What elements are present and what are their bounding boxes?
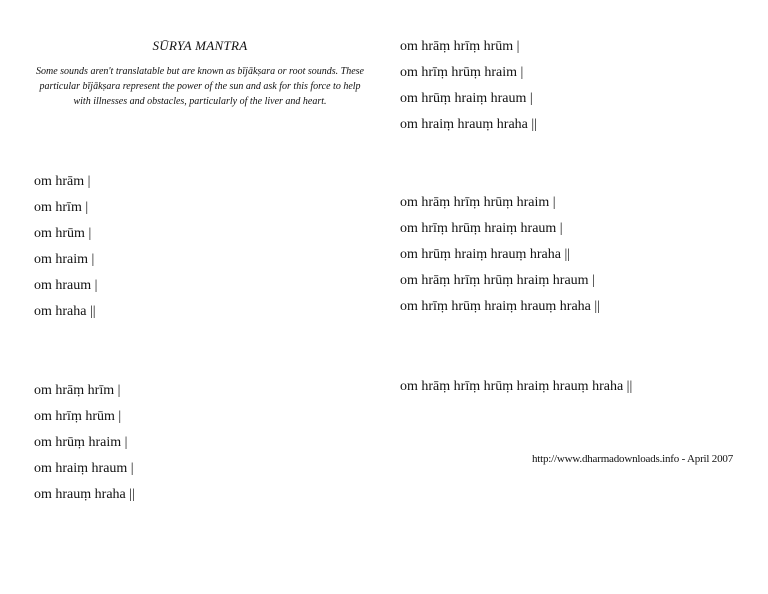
mantra-line: om hrīm |: [34, 200, 89, 215]
mantra-group-3: [400, 34, 537, 138]
intro-paragraph: Some sounds aren't translatable but are known as bījākṣara or root sounds. These particular bījākṣara represent the power of the sun and ask for this force to help with illnesses and obstacles, particularly of the liver and heart.: [36, 66, 364, 108]
mantra-line: om hraim |: [34, 252, 95, 267]
mantra-line: om hrūṃ hraiṃ hraum |: [400, 91, 533, 106]
mantra-line: om hrāṃ hrīṃ hrūm |: [400, 39, 520, 54]
mantra-line: om hrīṃ hrūṃ hraiṃ hrauṃ hraha ||: [400, 299, 600, 314]
mantra-line: om hrāṃ hrīṃ hrūṃ hraiṃ hraum |: [400, 273, 595, 288]
mantra-line: om hrīṃ hrūṃ hraim |: [400, 65, 524, 80]
mantra-line: om hrāṃ hrīm |: [34, 383, 121, 398]
mantra-line: om hrīṃ hrūṃ hraiṃ hraum |: [400, 221, 563, 236]
mantra-line: om hraum |: [34, 278, 98, 293]
mantra-group-5: [400, 374, 632, 400]
mantra-line: om hrauṃ hraha ||: [34, 487, 135, 502]
mantra-line: om hraiṃ hraum |: [34, 461, 134, 476]
mantra-line: om hraiṃ hrauṃ hraha ||: [400, 117, 538, 132]
mantra-line: om hraha ||: [34, 304, 96, 319]
mantra-line: om hrām |: [34, 174, 91, 189]
mantra-line: om hrūm |: [34, 226, 92, 241]
mantra-line: om hrūṃ hraiṃ hrauṃ hraha ||: [400, 247, 571, 262]
mantra-line: om hrīṃ hrūm |: [34, 409, 122, 424]
mantra-group-2: [34, 378, 135, 508]
mantra-group-4: [400, 190, 600, 320]
mantra-line: om hrāṃ hrīṃ hrūṃ hraim |: [400, 195, 556, 210]
page-title: SŪRYA MANTRA: [152, 38, 248, 53]
mantra-line: om hrāṃ hrīṃ hrūṃ hraiṃ hrauṃ hraha ||: [400, 379, 633, 394]
mantra-group-1: [34, 169, 97, 325]
source-footer: http://www.dharmadownloads.info - April 2007: [532, 453, 733, 465]
mantra-line: om hrūṃ hraim |: [34, 435, 128, 450]
